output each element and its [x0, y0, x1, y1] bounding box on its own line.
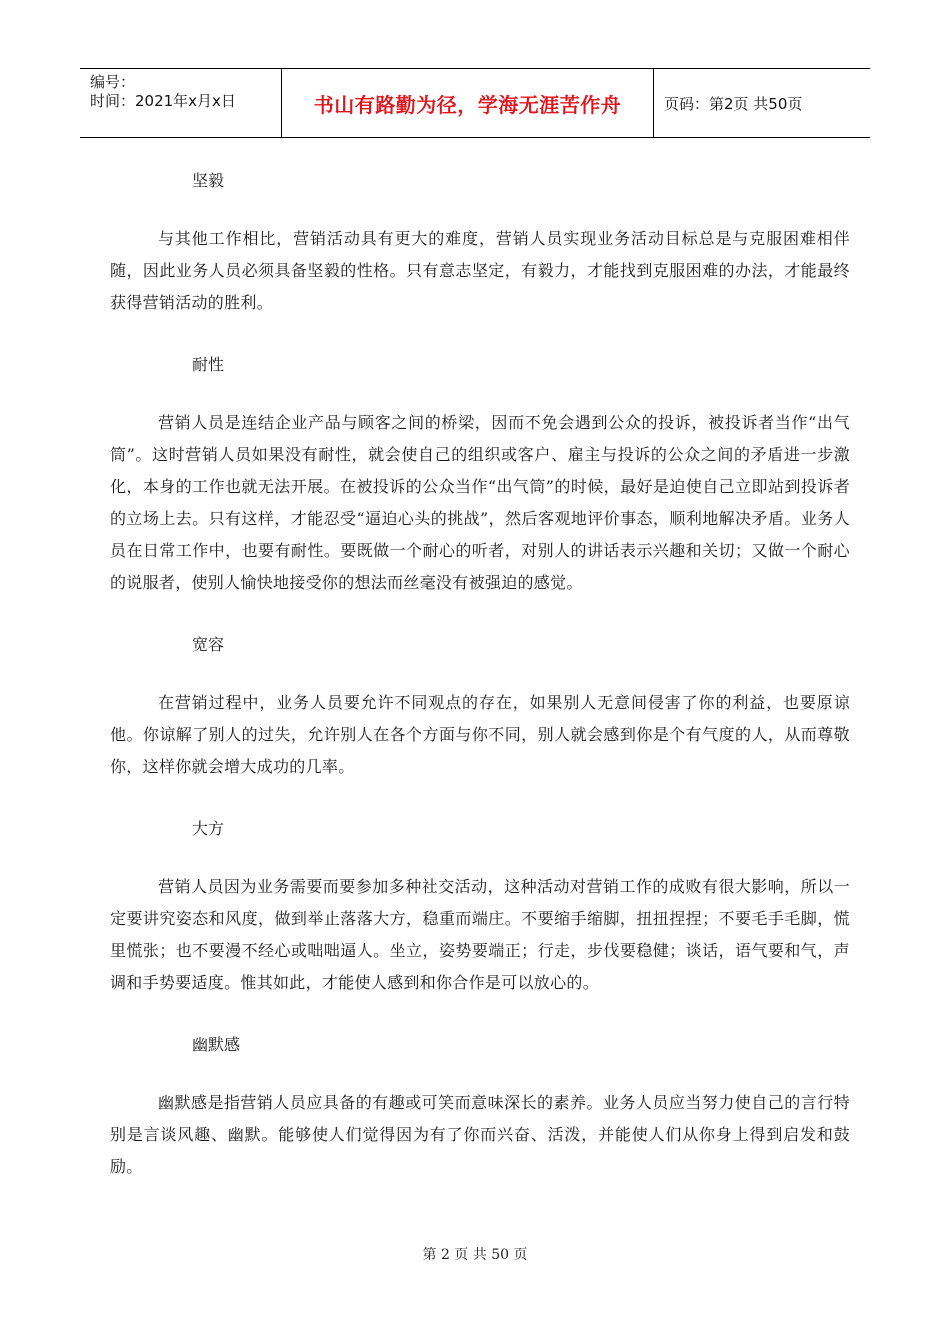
section-paragraph: 营销人员因为业务需要而要参加多种社交活动，这种活动对营销工作的成败有很大影响，所以一定要讲究姿态和风度，做到举止落落大方，稳重而端庄。不要缩手缩脚，扭扭捏捏；不要毛手毛脚，慌里慌张；也不要漫不经心或咄咄逼人。坐立，姿势要端正；行走，步伐要稳健；谈话，语气要和气，声调和手势要适度。惟其如此，才能使人感到和你合作是可以放心的。 [110, 877, 850, 992]
section-heading: 耐性 [192, 355, 225, 374]
section-paragraph: 在营销过程中，业务人员要允许不同观点的存在，如果别人无意间侵害了你的利益，也要原谅他。你谅解了别人的过失，允许别人在各个方面与你不同，别人就会感到你是个有气度的人，从而尊敬你，这样你就会增大成功的几率。 [110, 693, 850, 776]
document-code-label: 编号： [90, 73, 136, 91]
section-heading: 宽容 [192, 635, 225, 654]
section-paragraph: 幽默感是指营销人员应具备的有趣或可笑而意味深长的素养。业务人员应当努力使自己的言行特别是言谈风趣、幽默。能够使人们觉得因为有了你而兴奋、活泼，并能使人们从你身上得到启发和鼓励。 [110, 1093, 850, 1176]
section-paragraph: 营销人员是连结企业产品与顾客之间的桥梁，因而不免会遇到公众的投诉，被投诉者当作“出气筒”。这时营销人员如果没有耐性，就会使自己的组织或客户、雇主与投诉的公众之间的矛盾进一步激化，本身的工作也就无法开展。在被投诉的公众当作“出气筒”的时候，最好是迫使自己立即站到投诉者的立场上去。只有这样，才能忍受“逼迫心头的挑战”，然后客观地评价事态，顺利地解决矛盾。业务人员在日常工作中，也要有耐性。要既做一个耐心的听者，对别人的讲话表示兴趣和关切；又做一个耐心的说服者，使别人愉快地接受你的想法而丝毫没有被强迫的感觉。 [110, 413, 850, 592]
section-paragraph: 与其他工作相比，营销活动具有更大的难度，营销人员实现业务活动目标总是与克服困难相伴随，因此业务人员必须具备坚毅的性格。只有意志坚定，有毅力，才能找到克服困难的办法，才能最终获得营销活动的胜利。 [110, 229, 850, 312]
section-heading: 坚毅 [192, 171, 225, 190]
page-header [80, 68, 870, 138]
header-motto: 书山有路勤为径，学海无涯苦作舟 [282, 69, 654, 137]
document-body [110, 165, 850, 1183]
section-heading: 幽默感 [192, 1035, 241, 1054]
section-heading: 大方 [192, 819, 225, 838]
page-footer: 第 2 页 共 50 页 [422, 1247, 528, 1263]
document-date: 时间：2021年x月x日 [90, 92, 236, 110]
header-page-info: 页码：第2页 共50页 [664, 94, 803, 113]
header-meta [80, 69, 282, 137]
